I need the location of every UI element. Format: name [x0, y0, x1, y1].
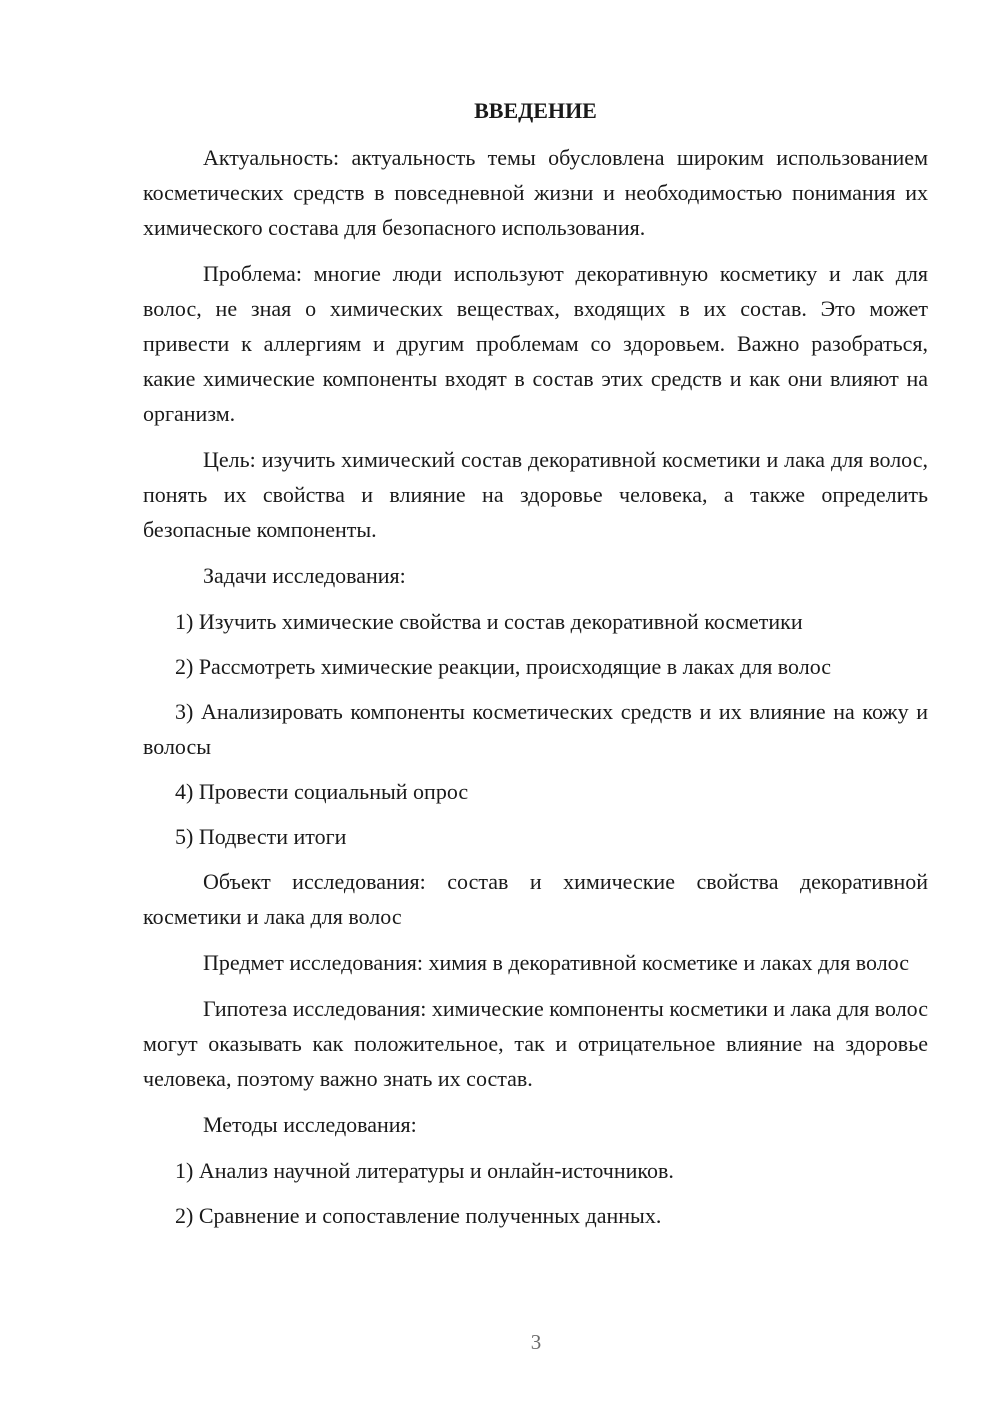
page-title: ВВЕДЕНИЕ [474, 98, 597, 123]
page-number: 3 [530, 1330, 542, 1354]
relevance-paragraph: Актуальность: актуальность темы обусловлена широким использованием косметических средств в повседневной жизни и необходимостью понимания их химического состава для безопасного использования. [143, 145, 928, 240]
methods-heading: Методы исследования: [203, 1112, 417, 1137]
hypothesis-paragraph: Гипотеза исследования: химические компоненты косметики и лака для волос могут оказывать как положительное, так и отрицательное влияние на здоровье человека, поэтому важно знать их состав. [143, 996, 928, 1091]
document-page [143, 96, 928, 1243]
object-paragraph: Объект исследования: состав и химические свойства декоративной косметики и лака для волос [143, 869, 928, 929]
subject-paragraph: Предмет исследования: химия в декоративной косметике и лаках для волос [203, 950, 909, 975]
method-item: 1) Анализ научной литературы и онлайн-источников. [175, 1158, 674, 1183]
method-item: 2) Сравнение и сопоставление полученных данных. [175, 1203, 662, 1228]
task-item: 1) Изучить химические свойства и состав декоративной косметики [175, 609, 803, 634]
task-item: 2) Рассмотреть химические реакции, происходящие в лаках для волос [175, 654, 832, 679]
task-item: 3) Анализировать компоненты косметических средств и их влияние на кожу и волосы [143, 699, 928, 759]
task-item: 4) Провести социальный опрос [175, 779, 469, 804]
tasks-heading: Задачи исследования: [203, 563, 406, 588]
problem-paragraph: Проблема: многие люди используют декоративную косметику и лак для волос, не зная о химических веществах, входящих в их состав. Это может привести к аллергиям и другим проблемам со здоровьем. Важно разобраться, какие химические компоненты входят в состав этих средств и как они влияют на организм. [143, 261, 928, 426]
task-item: 5) Подвести итоги [175, 824, 347, 849]
goal-paragraph: Цель: изучить химический состав декоративной косметики и лака для волос, понять их свойства и влияние на здоровье человека, а также определить безопасные компоненты. [143, 447, 928, 542]
